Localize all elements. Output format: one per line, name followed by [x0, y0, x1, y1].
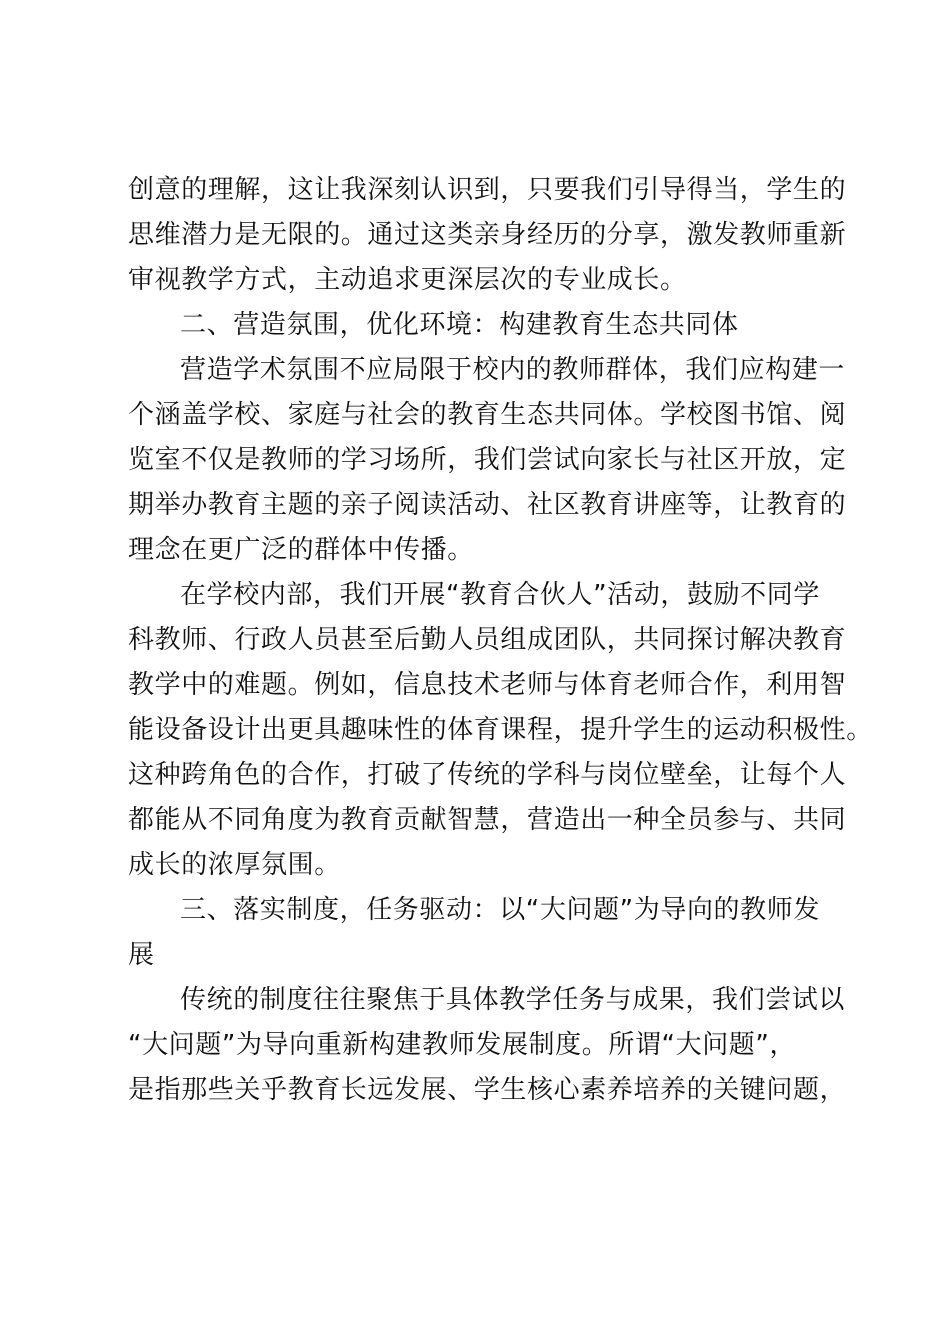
text-line: 传统的制度往往聚焦于具体教学任务与成果，我们尝试以	[180, 985, 846, 1015]
text-line: 营造学术氛围不应局限于校内的教师群体，我们应构建一	[180, 355, 846, 385]
section-heading-continuation: 展	[128, 940, 155, 970]
text-line: 科教师、行政人员甚至后勤人员组成团队，共同探讨解决教育	[128, 625, 847, 655]
text-line: 览室不仅是教师的学习场所，我们尝试向家长与社区开放，定	[128, 445, 847, 475]
text-line: 教学中的难题。例如，信息技术老师与体育老师合作，利用智	[128, 670, 847, 700]
text-line: 思维潜力是无限的。通过这类亲身经历的分享，激发教师重新	[128, 220, 847, 250]
text-line: 能设备设计出更具趣味性的体育课程，提升学生的运动积极性。	[128, 715, 873, 745]
text-line: 个涵盖学校、家庭与社会的教育生态共同体。学校图书馆、阅	[128, 400, 847, 430]
text-line: 都能从不同角度为教育贡献智慧，营造出一种全员参与、共同	[128, 805, 847, 835]
text-line: 成长的浓厚氛围。	[128, 850, 341, 880]
section-heading: 二、营造氛围，优化环境：构建教育生态共同体	[180, 310, 739, 340]
text-line: 这种跨角色的合作，打破了传统的学科与岗位壁垒，让每个人	[128, 760, 847, 790]
text-line: “大问题”为导向重新构建教师发展制度。所谓“大问题”，	[128, 1030, 797, 1060]
text-line: 审视教学方式，主动追求更深层次的专业成长。	[128, 265, 687, 295]
text-line: 理念在更广泛的群体中传播。	[128, 535, 474, 565]
section-heading: 三、落实制度，任务驱动：以“大问题”为导向的教师发	[180, 895, 820, 925]
text-line: 期举办教育主题的亲子阅读活动、社区教育讲座等，让教育的	[128, 490, 847, 520]
text-line: 创意的理解，这让我深刻认识到，只要我们引导得当，学生的	[128, 175, 847, 205]
body-text	[128, 168, 873, 1113]
text-line: 是指那些关乎教育长远发展、学生核心素养培养的关键问题，	[128, 1075, 847, 1105]
text-line: 在学校内部，我们开展“教育合伙人”活动，鼓励不同学	[180, 580, 820, 610]
